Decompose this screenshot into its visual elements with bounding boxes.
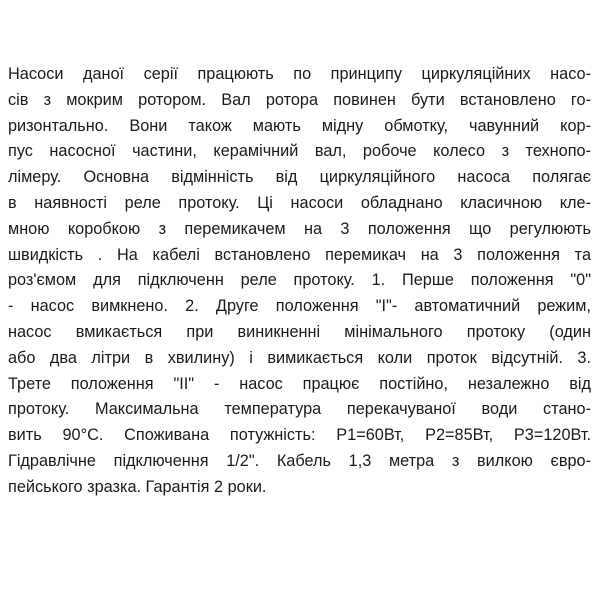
description-line-12: або два літри в хвилину) і вимикається коли проток відсутній. 3. [8, 348, 591, 367]
description-line-3: ризонтально. Вони також мають мідну обмотку, чавунний кор- [8, 116, 591, 135]
description-line-15: вить 90°С. Споживана потужність: Р1=60Вт, Р2=85Вт, Р3=120Вт. [8, 426, 591, 445]
description-line-14: протоку. Максимальна температура перекачуваної води стано- [8, 400, 591, 419]
description-line-6: в наявності реле протоку. Ці насоси обладнано класичною кле- [8, 193, 591, 212]
description-line-11: насос вмикається при виникненні мінімального протоку (один [8, 322, 591, 341]
description-line-16: Гідравлічне підключення 1/2". Кабель 1,3 метра з вилкою євро- [8, 451, 591, 470]
description-line-5: лімеру. Основна відмінність від циркуляційного насоса полягає [8, 168, 591, 187]
description-line-4: пус насосної частини, керамічний вал, робоче колесо з технопо- [8, 142, 591, 161]
description-line-17: пейського зразка. Гарантія 2 роки. [8, 477, 267, 496]
description-line-2: сів з мокрим ротором. Вал ротора повинен бути встановлено го- [8, 90, 591, 109]
product-description [8, 62, 591, 501]
description-line-13: Трете положення "II" - насос працює постійно, незалежно від [8, 374, 591, 393]
description-line-9: роз'ємом для підключенн реле протоку. 1. Перше положення "0" [8, 271, 591, 290]
description-line-7: мною коробкою з перемикачем на 3 положення що регулюють [8, 219, 591, 238]
description-line-8: швидкість . На кабелі встановлено перемикач на 3 положення та [8, 245, 591, 264]
description-line-1: Насоси даної серії працюють по принципу циркуляційних насо- [8, 65, 591, 83]
description-line-10: - насос вимкнено. 2. Друге положення "I"- автоматичний режим, [8, 297, 591, 316]
